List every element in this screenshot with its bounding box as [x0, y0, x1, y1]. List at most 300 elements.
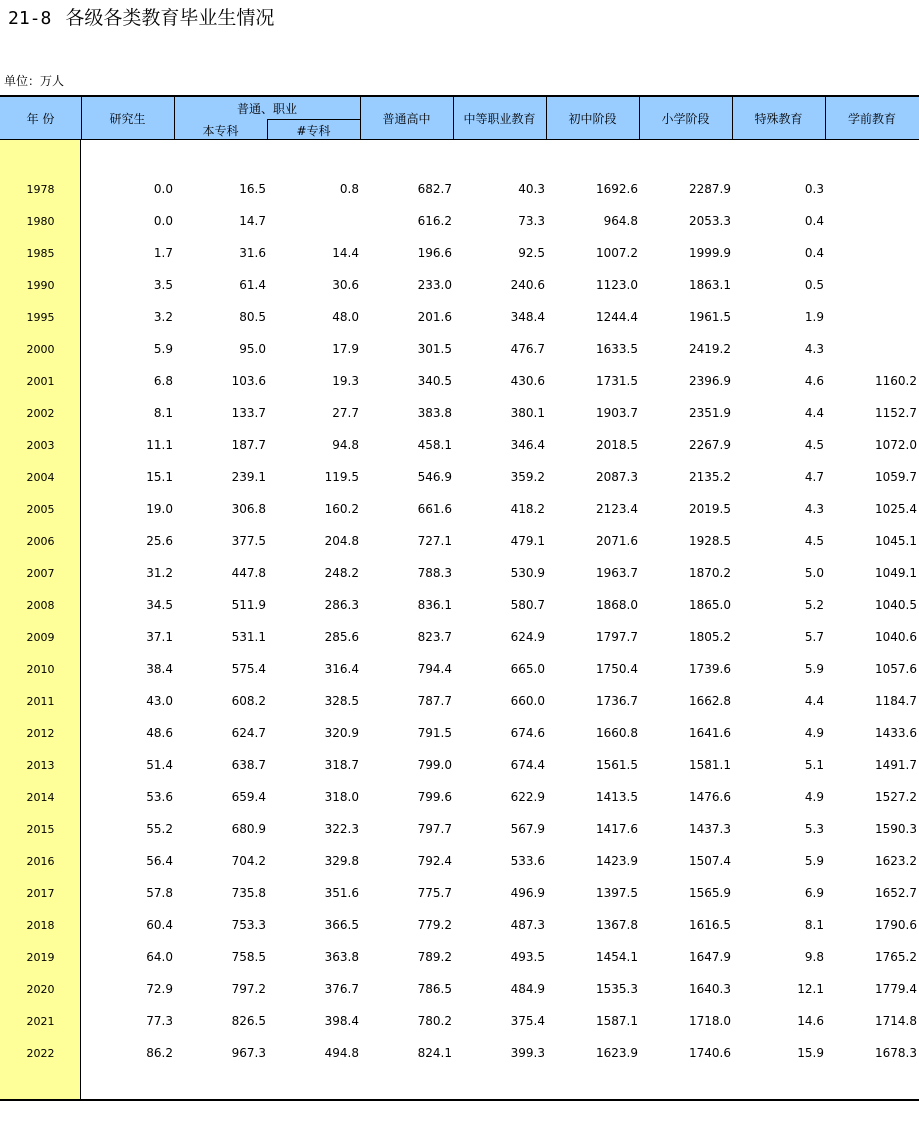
cell-high-school: 824.1 — [417, 1046, 452, 1060]
cell-junior-middle: 1731.5 — [596, 374, 638, 388]
cell-preschool: 1059.7 — [875, 470, 917, 484]
cell-high-school: 787.7 — [417, 694, 452, 708]
cell-junior-college: 329.8 — [324, 854, 359, 868]
cell-junior-middle: 1397.5 — [596, 886, 638, 900]
year-cell: 2011 — [26, 695, 55, 708]
cell-primary: 2019.5 — [689, 502, 731, 516]
cell-special: 5.2 — [804, 598, 824, 612]
cell-special: 5.7 — [804, 630, 824, 644]
cell-junior-college: 285.6 — [324, 630, 359, 644]
year-cell: 2017 — [26, 887, 55, 900]
year-cell: 2019 — [26, 951, 55, 964]
cell-high-school: 823.7 — [417, 630, 452, 644]
table-row — [0, 653, 919, 685]
cell-undergrad-college: 103.6 — [231, 374, 266, 388]
cell-junior-college — [267, 213, 359, 229]
cell-high-school: 799.0 — [417, 758, 452, 772]
header-ordinary-vocational: 普通、职业 — [236, 102, 297, 116]
cell-primary: 1739.6 — [689, 662, 731, 676]
year-cell: 1978 — [26, 183, 55, 196]
cell-undergrad-college: 575.4 — [231, 662, 266, 676]
cell-graduate: 11.1 — [146, 438, 173, 452]
year-cell: 2006 — [26, 535, 55, 548]
cell-preschool: 1025.4 — [875, 502, 917, 516]
cell-special: 1.9 — [804, 310, 824, 324]
cell-graduate: 77.3 — [146, 1014, 173, 1028]
table-row — [0, 237, 919, 269]
table-row — [0, 909, 919, 941]
cell-special: 4.3 — [804, 502, 824, 516]
cell-junior-middle: 1660.8 — [596, 726, 638, 740]
table-row — [0, 333, 919, 365]
header-undergrad-college: 本专科 — [202, 124, 239, 138]
cell-junior-college: 160.2 — [324, 502, 359, 516]
cell-secondary-vocational: 40.3 — [518, 182, 545, 196]
header-preschool: 学前教育 — [847, 111, 896, 126]
cell-graduate: 38.4 — [146, 662, 173, 676]
cell-junior-college: 0.8 — [339, 182, 359, 196]
table-row — [0, 1037, 919, 1069]
cell-junior-middle: 1413.5 — [596, 790, 638, 804]
cell-junior-middle: 1692.6 — [596, 182, 638, 196]
cell-high-school: 458.1 — [417, 438, 452, 452]
cell-special: 4.7 — [804, 470, 824, 484]
cell-special: 12.1 — [797, 982, 824, 996]
cell-high-school: 788.3 — [417, 566, 452, 580]
cell-preschool — [825, 245, 917, 261]
cell-preschool: 1072.0 — [875, 438, 917, 452]
cell-high-school: 682.7 — [417, 182, 452, 196]
cell-primary: 1928.5 — [689, 534, 731, 548]
cell-secondary-vocational: 660.0 — [510, 694, 545, 708]
cell-primary: 1961.5 — [689, 310, 731, 324]
cell-graduate: 55.2 — [146, 822, 173, 836]
cell-junior-college: 119.5 — [324, 470, 359, 484]
cell-undergrad-college: 608.2 — [231, 694, 266, 708]
cell-junior-college: 328.5 — [324, 694, 359, 708]
table-body — [0, 173, 919, 1069]
year-cell: 2010 — [26, 663, 55, 676]
cell-high-school: 797.7 — [417, 822, 452, 836]
cell-graduate: 3.2 — [153, 310, 173, 324]
cell-preschool — [825, 309, 917, 325]
cell-secondary-vocational: 580.7 — [510, 598, 545, 612]
cell-preschool: 1590.3 — [875, 822, 917, 836]
cell-junior-middle: 1750.4 — [596, 662, 638, 676]
table-row — [0, 429, 919, 461]
cell-graduate: 25.6 — [146, 534, 173, 548]
cell-graduate: 56.4 — [146, 854, 173, 868]
cell-junior-middle: 1417.6 — [596, 822, 638, 836]
cell-junior-middle: 1244.4 — [596, 310, 638, 324]
year-cell: 2014 — [26, 791, 55, 804]
table-title: 各级各类教育毕业生情况 — [65, 7, 275, 29]
header-divider — [732, 97, 733, 139]
year-cell: 1995 — [26, 311, 55, 324]
cell-junior-college: 320.9 — [324, 726, 359, 740]
cell-junior-middle: 1454.1 — [596, 950, 638, 964]
cell-high-school: 789.2 — [417, 950, 452, 964]
cell-graduate: 6.8 — [153, 374, 173, 388]
year-cell: 2001 — [26, 375, 55, 388]
header-divider — [267, 119, 268, 139]
table-row — [0, 813, 919, 845]
cell-special: 8.1 — [804, 918, 824, 932]
header-junior-middle: 初中阶段 — [568, 111, 617, 126]
cell-special: 5.9 — [804, 662, 824, 676]
cell-junior-middle: 2087.3 — [596, 470, 638, 484]
cell-high-school: 799.6 — [417, 790, 452, 804]
cell-secondary-vocational: 348.4 — [510, 310, 545, 324]
year-cell: 2021 — [26, 1015, 55, 1028]
cell-undergrad-college: 133.7 — [231, 406, 266, 420]
cell-high-school: 233.0 — [417, 278, 452, 292]
cell-junior-college: 316.4 — [324, 662, 359, 676]
cell-preschool — [825, 181, 917, 197]
cell-junior-college: 376.7 — [324, 982, 359, 996]
header-divider — [174, 97, 175, 139]
cell-junior-college: 351.6 — [324, 886, 359, 900]
table-number: 21-8 — [8, 8, 52, 29]
cell-junior-middle: 1903.7 — [596, 406, 638, 420]
cell-secondary-vocational: 622.9 — [510, 790, 545, 804]
cell-high-school: 792.4 — [417, 854, 452, 868]
cell-special: 6.9 — [804, 886, 824, 900]
cell-preschool: 1678.3 — [875, 1046, 917, 1060]
cell-primary: 1999.9 — [689, 246, 731, 260]
cell-preschool: 1152.7 — [875, 406, 917, 420]
cell-primary: 2419.2 — [689, 342, 731, 356]
cell-undergrad-college: 306.8 — [231, 502, 266, 516]
cell-undergrad-college: 826.5 — [231, 1014, 266, 1028]
cell-special: 5.9 — [804, 854, 824, 868]
cell-special: 5.0 — [804, 566, 824, 580]
table-row — [0, 973, 919, 1005]
year-cell: 2020 — [26, 983, 55, 996]
cell-secondary-vocational: 567.9 — [510, 822, 545, 836]
cell-primary: 1565.9 — [689, 886, 731, 900]
cell-undergrad-college: 447.8 — [231, 566, 266, 580]
cell-junior-middle: 1623.9 — [596, 1046, 638, 1060]
cell-special: 4.5 — [804, 438, 824, 452]
cell-primary: 2267.9 — [689, 438, 731, 452]
table-row — [0, 525, 919, 557]
cell-junior-college: 363.8 — [324, 950, 359, 964]
cell-secondary-vocational: 674.6 — [510, 726, 545, 740]
cell-preschool: 1779.4 — [875, 982, 917, 996]
cell-graduate: 51.4 — [146, 758, 173, 772]
cell-secondary-vocational: 665.0 — [510, 662, 545, 676]
cell-primary: 2396.9 — [689, 374, 731, 388]
cell-graduate: 48.6 — [146, 726, 173, 740]
table-row — [0, 941, 919, 973]
cell-high-school: 196.6 — [417, 246, 452, 260]
cell-graduate: 8.1 — [153, 406, 173, 420]
cell-primary: 1662.8 — [689, 694, 731, 708]
cell-secondary-vocational: 496.9 — [510, 886, 545, 900]
cell-high-school: 775.7 — [417, 886, 452, 900]
header-divider — [546, 97, 547, 139]
year-cell: 2002 — [26, 407, 55, 420]
header-divider — [639, 97, 640, 139]
cell-preschool: 1040.5 — [875, 598, 917, 612]
cell-junior-middle: 1963.7 — [596, 566, 638, 580]
cell-junior-college: 248.2 — [324, 566, 359, 580]
cell-preschool: 1433.6 — [875, 726, 917, 740]
table-row — [0, 589, 919, 621]
cell-undergrad-college: 753.3 — [231, 918, 266, 932]
cell-junior-college: 204.8 — [324, 534, 359, 548]
cell-junior-middle: 1007.2 — [596, 246, 638, 260]
cell-special: 5.3 — [804, 822, 824, 836]
header-special: 特殊教育 — [754, 111, 803, 126]
cell-graduate: 72.9 — [146, 982, 173, 996]
cell-primary: 1476.6 — [689, 790, 731, 804]
cell-special: 14.6 — [797, 1014, 824, 1028]
cell-undergrad-college: 239.1 — [231, 470, 266, 484]
cell-junior-college: 19.3 — [332, 374, 359, 388]
cell-junior-middle: 1587.1 — [596, 1014, 638, 1028]
cell-special: 4.4 — [804, 406, 824, 420]
cell-junior-middle: 1423.9 — [596, 854, 638, 868]
cell-secondary-vocational: 346.4 — [510, 438, 545, 452]
cell-undergrad-college: 80.5 — [239, 310, 266, 324]
cell-junior-middle: 2018.5 — [596, 438, 638, 452]
year-cell: 1990 — [26, 279, 55, 292]
cell-special: 0.4 — [804, 246, 824, 260]
cell-special: 5.1 — [804, 758, 824, 772]
cell-high-school: 794.4 — [417, 662, 452, 676]
cell-graduate: 64.0 — [146, 950, 173, 964]
cell-secondary-vocational: 73.3 — [518, 214, 545, 228]
year-cell: 2008 — [26, 599, 55, 612]
cell-secondary-vocational: 430.6 — [510, 374, 545, 388]
cell-secondary-vocational: 92.5 — [518, 246, 545, 260]
table-row — [0, 1005, 919, 1037]
table-row — [0, 717, 919, 749]
cell-graduate: 53.6 — [146, 790, 173, 804]
cell-secondary-vocational: 530.9 — [510, 566, 545, 580]
table-row — [0, 749, 919, 781]
table-row — [0, 461, 919, 493]
cell-junior-college: 48.0 — [332, 310, 359, 324]
cell-junior-middle: 1367.8 — [596, 918, 638, 932]
cell-graduate: 31.2 — [146, 566, 173, 580]
cell-primary: 1581.1 — [689, 758, 731, 772]
cell-high-school: 661.6 — [417, 502, 452, 516]
cell-primary: 1507.4 — [689, 854, 731, 868]
year-cell: 2007 — [26, 567, 55, 580]
cell-high-school: 301.5 — [417, 342, 452, 356]
cell-junior-middle: 1561.5 — [596, 758, 638, 772]
cell-preschool: 1040.6 — [875, 630, 917, 644]
cell-special: 0.4 — [804, 214, 824, 228]
cell-special: 4.9 — [804, 726, 824, 740]
cell-junior-middle: 1868.0 — [596, 598, 638, 612]
cell-graduate: 3.5 — [153, 278, 173, 292]
cell-undergrad-college: 680.9 — [231, 822, 266, 836]
table-row — [0, 781, 919, 813]
cell-high-school: 780.2 — [417, 1014, 452, 1028]
cell-high-school: 616.2 — [417, 214, 452, 228]
cell-high-school: 786.5 — [417, 982, 452, 996]
cell-undergrad-college: 531.1 — [231, 630, 266, 644]
cell-preschool: 1160.2 — [875, 374, 917, 388]
cell-primary: 1740.6 — [689, 1046, 731, 1060]
cell-junior-college: 14.4 — [332, 246, 359, 260]
cell-junior-college: 494.8 — [324, 1046, 359, 1060]
cell-high-school: 546.9 — [417, 470, 452, 484]
cell-preschool: 1045.1 — [875, 534, 917, 548]
cell-secondary-vocational: 624.9 — [510, 630, 545, 644]
cell-primary: 1870.2 — [689, 566, 731, 580]
table-row — [0, 493, 919, 525]
cell-preschool: 1491.7 — [875, 758, 917, 772]
cell-junior-college: 366.5 — [324, 918, 359, 932]
year-cell: 2016 — [26, 855, 55, 868]
cell-undergrad-college: 659.4 — [231, 790, 266, 804]
cell-undergrad-college: 95.0 — [239, 342, 266, 356]
table-row — [0, 845, 919, 877]
cell-secondary-vocational: 479.1 — [510, 534, 545, 548]
cell-primary: 2351.9 — [689, 406, 731, 420]
cell-junior-middle: 1535.3 — [596, 982, 638, 996]
table-bottom-rule — [0, 1099, 919, 1101]
cell-preschool: 1790.6 — [875, 918, 917, 932]
cell-secondary-vocational: 359.2 — [510, 470, 545, 484]
cell-primary: 2287.9 — [689, 182, 731, 196]
cell-primary: 1863.1 — [689, 278, 731, 292]
header-divider — [81, 97, 82, 139]
cell-high-school: 727.1 — [417, 534, 452, 548]
cell-primary: 2053.3 — [689, 214, 731, 228]
cell-graduate: 37.1 — [146, 630, 173, 644]
table-row — [0, 269, 919, 301]
cell-junior-middle: 1736.7 — [596, 694, 638, 708]
cell-preschool: 1623.2 — [875, 854, 917, 868]
cell-graduate: 5.9 — [153, 342, 173, 356]
header-primary: 小学阶段 — [661, 111, 710, 126]
cell-junior-middle: 964.8 — [603, 214, 638, 228]
table-row — [0, 685, 919, 717]
cell-preschool — [825, 341, 917, 357]
year-cell: 1980 — [26, 215, 55, 228]
cell-primary: 1437.3 — [689, 822, 731, 836]
header-subdivider — [267, 119, 360, 120]
cell-graduate: 0.0 — [153, 214, 173, 228]
year-cell: 2000 — [26, 343, 55, 356]
cell-junior-college: 30.6 — [332, 278, 359, 292]
cell-preschool: 1652.7 — [875, 886, 917, 900]
cell-undergrad-college: 638.7 — [231, 758, 266, 772]
cell-undergrad-college: 967.3 — [231, 1046, 266, 1060]
cell-graduate: 86.2 — [146, 1046, 173, 1060]
cell-special: 4.4 — [804, 694, 824, 708]
table-row — [0, 301, 919, 333]
cell-undergrad-college: 758.5 — [231, 950, 266, 964]
cell-secondary-vocational: 493.5 — [510, 950, 545, 964]
header-year: 年 份 — [26, 111, 55, 126]
cell-undergrad-college: 377.5 — [231, 534, 266, 548]
year-cell: 2013 — [26, 759, 55, 772]
cell-special: 15.9 — [797, 1046, 824, 1060]
cell-graduate: 19.0 — [146, 502, 173, 516]
cell-high-school: 340.5 — [417, 374, 452, 388]
cell-special: 0.3 — [804, 182, 824, 196]
cell-graduate: 1.7 — [153, 246, 173, 260]
cell-preschool — [825, 213, 917, 229]
cell-primary: 1640.3 — [689, 982, 731, 996]
year-cell: 2022 — [26, 1047, 55, 1060]
cell-special: 4.6 — [804, 374, 824, 388]
cell-preschool: 1527.2 — [875, 790, 917, 804]
cell-secondary-vocational: 375.4 — [510, 1014, 545, 1028]
cell-undergrad-college: 704.2 — [231, 854, 266, 868]
cell-junior-middle: 1797.7 — [596, 630, 638, 644]
cell-undergrad-college: 187.7 — [231, 438, 266, 452]
cell-special: 4.9 — [804, 790, 824, 804]
cell-high-school: 836.1 — [417, 598, 452, 612]
cell-undergrad-college: 735.8 — [231, 886, 266, 900]
cell-secondary-vocational: 240.6 — [510, 278, 545, 292]
cell-undergrad-college: 31.6 — [239, 246, 266, 260]
cell-high-school: 383.8 — [417, 406, 452, 420]
cell-secondary-vocational: 674.4 — [510, 758, 545, 772]
cell-secondary-vocational: 533.6 — [510, 854, 545, 868]
cell-undergrad-college: 624.7 — [231, 726, 266, 740]
cell-primary: 1616.5 — [689, 918, 731, 932]
cell-undergrad-college: 511.9 — [231, 598, 266, 612]
cell-secondary-vocational: 399.3 — [510, 1046, 545, 1060]
cell-junior-middle: 2071.6 — [596, 534, 638, 548]
cell-special: 0.5 — [804, 278, 824, 292]
year-cell: 1985 — [26, 247, 55, 260]
cell-primary: 1718.0 — [689, 1014, 731, 1028]
cell-secondary-vocational: 476.7 — [510, 342, 545, 356]
page-title — [8, 4, 274, 32]
cell-special: 4.5 — [804, 534, 824, 548]
year-cell: 2015 — [26, 823, 55, 836]
cell-high-school: 791.5 — [417, 726, 452, 740]
cell-preschool: 1765.2 — [875, 950, 917, 964]
header-junior-college: #专科 — [296, 124, 331, 138]
unit-label: 单位：万人 — [4, 74, 65, 88]
cell-special: 4.3 — [804, 342, 824, 356]
cell-undergrad-college: 16.5 — [239, 182, 266, 196]
header-high-school: 普通高中 — [382, 111, 431, 126]
cell-junior-college: 322.3 — [324, 822, 359, 836]
cell-secondary-vocational: 418.2 — [510, 502, 545, 516]
cell-junior-middle: 1633.5 — [596, 342, 638, 356]
cell-graduate: 15.1 — [146, 470, 173, 484]
cell-secondary-vocational: 487.3 — [510, 918, 545, 932]
table-row — [0, 397, 919, 429]
table-row — [0, 365, 919, 397]
table-row — [0, 205, 919, 237]
cell-graduate: 34.5 — [146, 598, 173, 612]
year-cell: 2018 — [26, 919, 55, 932]
cell-junior-college: 286.3 — [324, 598, 359, 612]
cell-graduate: 57.8 — [146, 886, 173, 900]
year-cell: 2012 — [26, 727, 55, 740]
header-divider — [825, 97, 826, 139]
table-header — [0, 95, 919, 140]
cell-junior-college: 398.4 — [324, 1014, 359, 1028]
year-cell: 2004 — [26, 471, 55, 484]
cell-primary: 1641.6 — [689, 726, 731, 740]
table-row — [0, 173, 919, 205]
header-divider — [360, 97, 361, 139]
